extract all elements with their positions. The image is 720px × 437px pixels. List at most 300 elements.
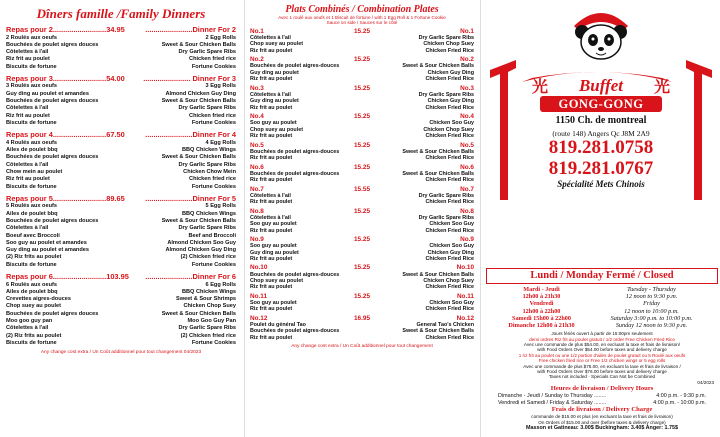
pack-item bbox=[6, 282, 236, 289]
combo-item-en: Chicken Fried Rice bbox=[425, 47, 474, 54]
combo-item-fr: Bouchées de poulet aigres-douces bbox=[250, 148, 340, 155]
pack-item-fr: Côtelettes à l'ail bbox=[6, 225, 49, 232]
pack-item bbox=[6, 140, 236, 147]
hours-en-line: Sunday 12 noon to 9:30 p.m. bbox=[615, 322, 688, 330]
combo-plate bbox=[250, 293, 474, 313]
pack-item bbox=[6, 35, 236, 42]
combo-item-fr: Chop suey au poulet bbox=[250, 41, 304, 48]
pack-title: Repas pour 3..........................54.00 bbox=[6, 73, 125, 83]
pack-item bbox=[6, 56, 236, 63]
combo-item-fr: Guy ding au poulet bbox=[250, 69, 299, 76]
hours-fr-line: 12h00 à 21h30 bbox=[522, 293, 561, 301]
pack-item-fr: 4 Roulés aux oeufs bbox=[6, 139, 57, 146]
combo-header bbox=[250, 264, 474, 271]
combination-list bbox=[250, 28, 474, 341]
pack-item-fr: Bouchées de poulet aigres douces bbox=[6, 154, 99, 161]
pack-item-en: Sweet & Sour Chicken Balls bbox=[161, 217, 236, 224]
family-dinners-column bbox=[0, 0, 242, 437]
divider bbox=[244, 0, 245, 437]
combo-item-fr: Soo guy au poulet bbox=[250, 221, 297, 228]
combo-number-right: No.12 bbox=[456, 314, 474, 322]
combo-item-en: Chicken Fried Rice bbox=[425, 306, 474, 313]
hours-french bbox=[492, 286, 591, 329]
combo-item-en: Dry Garlic Spare Ribs bbox=[418, 192, 474, 199]
combo-item-en: Dry Garlic Spare Ribs bbox=[418, 214, 474, 221]
combo-item-en: Chicken Fried Rice bbox=[425, 334, 474, 341]
pack-item-en: Dry Garlic Spare Ribs bbox=[178, 225, 236, 232]
pack-item-fr: Ailes de poulet bbq bbox=[6, 147, 58, 154]
combo-item-fr: Riz frit au poulet bbox=[250, 47, 293, 54]
pack-item-en: Fortune Cookies bbox=[191, 183, 236, 190]
combo-item bbox=[250, 199, 474, 205]
combo-plate bbox=[250, 315, 474, 341]
pack-item-fr: Bouchées de poulet aigres douces bbox=[6, 98, 99, 105]
pack-item bbox=[6, 64, 236, 71]
promo-line: with Food Orders Over $54.00 before taxes and delivery charge bbox=[537, 347, 667, 353]
pack-item-en: 5 Egg Rolls bbox=[205, 203, 236, 210]
combo-header bbox=[250, 28, 474, 35]
combo-header bbox=[250, 236, 474, 243]
pack-item bbox=[6, 254, 236, 261]
combination-subtitle-sauce: Sauce on side / Sauces sur le côté bbox=[326, 20, 398, 26]
combo-plate bbox=[250, 142, 474, 162]
pack-item bbox=[6, 83, 236, 90]
combo-item-en: Sweet & Sour Chicken Balls bbox=[402, 148, 474, 155]
combo-item-fr: Soo guy au poulet bbox=[250, 300, 297, 307]
pack-item-en: Almond Chicken Guy Ding bbox=[165, 247, 236, 254]
pack-item-en: 2 Egg Rolls bbox=[205, 34, 236, 41]
combo-number: No.4 bbox=[250, 113, 264, 121]
combo-item-en: Chicken Fried Rice bbox=[425, 76, 474, 83]
pack-header bbox=[6, 26, 236, 35]
pack-item-fr: Soo guy au poulet et amandes bbox=[6, 239, 87, 246]
specialite: Spécialité Mets Chinois bbox=[557, 179, 645, 189]
pack-item-en: Fortune Cookies bbox=[191, 63, 236, 70]
promo-line: with Food Orders Over $76.00 before taxes and delivery charge bbox=[537, 369, 667, 375]
combo-item-fr: Côtelettes à l'ail bbox=[250, 91, 291, 98]
delivery-days: Dimanche - Jeudi / Sunday to Thursday ........ bbox=[498, 393, 607, 400]
combo-price: 15.25 bbox=[354, 292, 370, 300]
combo-header bbox=[250, 113, 474, 120]
combo-plate bbox=[250, 264, 474, 290]
combo-item-en: Chicken Fried Rice bbox=[425, 104, 474, 111]
combo-item-fr: Riz frit au poulet bbox=[250, 155, 293, 162]
combo-item-fr: Chop suey au poulet bbox=[250, 126, 304, 133]
combo-number: No.6 bbox=[250, 163, 264, 171]
combo-item-fr: Chop suey au poulet bbox=[250, 278, 304, 284]
combo-price: 15.25 bbox=[354, 27, 370, 35]
combo-plate bbox=[250, 28, 474, 54]
combo-item-en: Chicken Fried Rice bbox=[425, 155, 474, 162]
pack-header bbox=[6, 195, 236, 204]
pack-item-fr: Biscuits de fortune bbox=[6, 119, 57, 126]
pack-item-en: Almond Chicken Guy Ding bbox=[165, 90, 236, 97]
family-footnote: Any change cost extra / Un Coût additionnel pour tout changement 04/2023 bbox=[40, 350, 202, 356]
pack-item-fr: Côtelettes à l'ail bbox=[6, 49, 49, 56]
combo-header bbox=[250, 208, 474, 215]
combo-price: 15.25 bbox=[354, 141, 370, 149]
pack-title: Repas pour 4..........................67.50 bbox=[6, 130, 125, 140]
pack-item bbox=[6, 203, 236, 210]
hours-en-line: 12 noon to 10:00 p.m. bbox=[624, 307, 679, 315]
combo-item-fr: Riz frit au poulet bbox=[250, 177, 293, 184]
pack-item-fr: Crevettes aigres-douces bbox=[6, 296, 71, 303]
combo-item bbox=[250, 48, 474, 54]
pack-item-fr: 6 Roulés aux oeufs bbox=[6, 281, 57, 288]
combo-item bbox=[250, 335, 474, 341]
divider bbox=[480, 0, 481, 437]
combo-item-fr: Soo guy au poulet bbox=[250, 120, 297, 127]
combo-plate bbox=[250, 56, 474, 82]
combo-item-fr: Riz frit au poulet bbox=[250, 306, 293, 313]
pack-item bbox=[6, 120, 236, 127]
combo-item-en: Dry Garlic Spare Ribs bbox=[418, 91, 474, 98]
pack-item-en: Almond Chicken Soo Guy bbox=[167, 239, 236, 246]
pack-item bbox=[6, 113, 236, 120]
combo-item-en: Sweet & Sour Chicken Balls bbox=[402, 271, 474, 278]
pack-header bbox=[6, 273, 236, 282]
pack-item-en: Dry Garlic Spare Ribs bbox=[178, 161, 236, 168]
pack-item-en: Fortune Cookies bbox=[191, 119, 236, 126]
combo-number: No.9 bbox=[250, 235, 264, 243]
pack-item-en: Chicken fried rice bbox=[189, 56, 236, 63]
combo-number-right: No.9 bbox=[460, 235, 474, 243]
combo-number: No.10 bbox=[250, 264, 268, 272]
combo-number-right: No.7 bbox=[460, 185, 474, 193]
combo-item-fr: Côtelettes à l'ail bbox=[250, 214, 291, 221]
combo-item-en: Chicken Guy Ding bbox=[427, 98, 474, 105]
pack-item bbox=[6, 162, 236, 169]
combo-plate bbox=[250, 208, 474, 234]
pack-item-en: 6 Egg Rolls bbox=[205, 281, 236, 288]
delivery-charge-title: Frais de livraison / Delivery Charge bbox=[551, 406, 653, 414]
combo-item-en: Chicken Chop Suey bbox=[423, 41, 474, 48]
combo-item-en: Chicken Soo Guy bbox=[429, 300, 474, 307]
combo-price: 15.25 bbox=[354, 163, 370, 171]
pack-dinner-label: .......................Dinner For 5 bbox=[145, 193, 236, 203]
pack-item-fr: Côtelettes à l'ail bbox=[6, 105, 49, 112]
hours-en-line: 12 noon to 9:30 p.m. bbox=[625, 293, 678, 301]
combo-number-right: No.10 bbox=[456, 264, 474, 272]
hours-fr-line: Samedi 15h00 à 22h00 bbox=[512, 314, 571, 322]
pack-item bbox=[6, 105, 236, 112]
promo-line: Avec une commande de plus $76.00, en excluant la taxe et frais de livraison / bbox=[523, 363, 681, 369]
combo-plate bbox=[250, 113, 474, 139]
pack-item-fr: Ailes de poulet bbq bbox=[6, 210, 58, 217]
pack-item-en: Chicken Chow Mein bbox=[183, 168, 236, 175]
pack-item-fr: Chop suey au poulet bbox=[6, 303, 62, 310]
combo-header bbox=[250, 142, 474, 149]
delivery-time: 4:00 p.m. - 10:00 p.m. bbox=[653, 399, 706, 406]
promo-line: Avec une commande de plus $54.00, en excluant la taxe et frais de livraison/ bbox=[523, 342, 681, 348]
pack-item-fr: Guy ding au poulet et amandes bbox=[6, 90, 89, 97]
combo-item-en: Dry Garlic Spare Ribs bbox=[418, 35, 474, 42]
holiday-note: Jours fériés ouvert à partir de 15:00pm seulement bbox=[551, 331, 653, 337]
combo-item bbox=[250, 177, 474, 183]
combo-item-en: Sweet & Sour Chicken Balls bbox=[402, 328, 474, 335]
combination-footnote: Any change cost extra / Un Coût additionnel pour tout changement bbox=[291, 344, 433, 350]
pack-item-fr: Guy ding au poulet et amandes bbox=[6, 247, 89, 254]
guang-left-glyph: 光 bbox=[532, 79, 549, 96]
promo-line: demi ordres Riz frit au poulet gratuit / 1/2 order Free Chicken Fried Rice bbox=[529, 336, 675, 342]
pack-item-fr: Biscuits de fortune bbox=[6, 261, 57, 268]
combo-plate bbox=[250, 236, 474, 262]
combo-plate bbox=[250, 164, 474, 184]
restaurant-name: GONG-GONG bbox=[540, 96, 662, 112]
combo-item-fr: Bouchées de poulet aigres-douces bbox=[250, 63, 340, 70]
combo-item-fr: Poulet du général Tao bbox=[250, 322, 306, 329]
delivery-days: Vendredi et Samedi / Friday & Saturday ........ bbox=[498, 399, 607, 406]
hours-en-line: Tuesday - Thursday bbox=[627, 286, 676, 293]
combo-item-fr: Bouchées de poulet aigres-douces bbox=[250, 271, 340, 278]
pack-header bbox=[6, 131, 236, 140]
pack-header bbox=[6, 75, 236, 84]
combo-number-right: No.3 bbox=[460, 84, 474, 92]
pack-dinner-label: .......................Dinner For 6 bbox=[145, 272, 236, 282]
pack-item-en: (2) Chicken fried rice bbox=[180, 254, 236, 261]
combo-number-right: No.1 bbox=[460, 27, 474, 35]
combo-number-right: No.5 bbox=[460, 141, 474, 149]
combo-number: No.12 bbox=[250, 314, 268, 322]
combo-price: 16.95 bbox=[354, 314, 370, 322]
hours-fr-line: Vendredi bbox=[529, 300, 554, 308]
pack-item-fr: Biscuits de fortune bbox=[6, 183, 57, 190]
combo-number-right: No.2 bbox=[460, 56, 474, 64]
pack-item-fr: (2) Riz frits au poulet bbox=[6, 332, 62, 339]
family-packs bbox=[6, 26, 236, 347]
pack-item-fr: 3 Roulés aux oeufs bbox=[6, 83, 57, 90]
pack-item bbox=[6, 311, 236, 318]
pack-item bbox=[6, 303, 236, 310]
combo-item bbox=[250, 155, 474, 161]
pack-item-fr: Moo goo guy pan bbox=[6, 318, 53, 324]
pack-dinner-label: .......................Dinner For 2 bbox=[145, 25, 236, 34]
pack-item-fr: Boeuf avec Broccoli bbox=[6, 232, 60, 239]
pack-item-fr: Côtelettes à l'ail bbox=[6, 325, 49, 332]
fee-line: Masson et Gatineau: 3.00$ Buckingham: 3.40$ Anger: 1.75$ bbox=[526, 424, 678, 431]
pack-item bbox=[6, 296, 236, 303]
delivery-hours bbox=[486, 393, 718, 406]
pack-item-fr: 5 Roulés aux oeufs bbox=[6, 203, 57, 210]
pack-item-en: Dry Garlic Spare Ribs bbox=[178, 49, 236, 56]
pack-item-en: Sweet & Sour Chicken Balls bbox=[161, 41, 236, 48]
pack-item bbox=[6, 42, 236, 49]
combo-item bbox=[250, 105, 474, 111]
hours-date: 04/2023 bbox=[697, 379, 714, 385]
pack-item-en: Chicken Chop Suey bbox=[183, 303, 236, 310]
combo-item-fr: Riz frit au poulet bbox=[250, 104, 293, 111]
combo-item-fr: Riz frit au poulet bbox=[250, 133, 293, 140]
pack-item bbox=[6, 333, 236, 340]
pack-item bbox=[6, 98, 236, 105]
pack-item-fr: Biscuits de fortune bbox=[6, 339, 57, 346]
combo-item-fr: Riz frit au poulet bbox=[250, 284, 293, 291]
combo-header bbox=[250, 293, 474, 300]
pack-item bbox=[6, 218, 236, 225]
combo-item-en: Sweet & Sour Chicken Balls bbox=[402, 170, 474, 177]
pack-item bbox=[6, 176, 236, 183]
pack-item-fr: Biscuits de fortune bbox=[6, 63, 57, 70]
pack-item bbox=[6, 184, 236, 191]
pack-item-fr: Bouchées de poulet sigres douces bbox=[6, 41, 99, 48]
hours-fr-line: Dimanche 12h00 à 21h30 bbox=[508, 322, 575, 330]
combo-item-fr: Riz frit au poulet bbox=[250, 199, 293, 206]
combination-title: Plats Combinés / Combination Plates bbox=[285, 4, 439, 15]
pack-item-fr: (2) Riz frits au poulet bbox=[6, 254, 62, 261]
panda-logo-icon bbox=[566, 4, 636, 64]
combination-plates-column bbox=[246, 0, 478, 437]
pack-item-en: Moo Goo Guy Pan bbox=[187, 318, 236, 324]
pack-title: Repas pour 2..........................34.95 bbox=[6, 25, 125, 34]
hours-box bbox=[486, 268, 718, 431]
pack-item bbox=[6, 169, 236, 176]
address: 1150 Ch. de montreal bbox=[555, 115, 647, 126]
combo-price: 15.25 bbox=[354, 235, 370, 243]
pack-item bbox=[6, 147, 236, 154]
pack-dinner-label: .......................Dinner For 4 bbox=[145, 130, 236, 140]
pack-item bbox=[6, 233, 236, 240]
pack-item bbox=[6, 154, 236, 161]
combo-item bbox=[250, 228, 474, 234]
closed-monday-header: Lundi / Monday Fermé / Closed bbox=[486, 268, 718, 284]
pack-item-en: Dry Garlic Spare Ribs bbox=[178, 325, 236, 332]
pack-item bbox=[6, 91, 236, 98]
combo-item-en: General Tao's Chicken bbox=[416, 322, 474, 329]
pack-title: Repas pour 6..........................103.95 bbox=[6, 272, 129, 282]
pack-item bbox=[6, 240, 236, 247]
fee-line: On Orders of $15.00 and over (before taxes & delivery charge) bbox=[538, 419, 666, 425]
combo-item-fr: Côtelettes à l'ail bbox=[250, 192, 291, 199]
pack-item-fr: Côtelettes à l'ail bbox=[6, 161, 49, 168]
combo-item-fr: Riz frit au poulet bbox=[250, 255, 293, 262]
pack-item bbox=[6, 49, 236, 56]
combo-header bbox=[250, 164, 474, 171]
combo-item-en: Chicken Soo Guy bbox=[429, 221, 474, 228]
opening-hours bbox=[486, 284, 718, 331]
combo-item-fr: Côtelettes à l'ail bbox=[250, 35, 291, 42]
buffet-word: Buffet bbox=[578, 76, 624, 95]
delivery-hours-title: Heures de livraison / Delivery Hours bbox=[550, 385, 654, 393]
combo-number: No.3 bbox=[250, 84, 264, 92]
pack-item-en: (2) Chicken fried rice bbox=[180, 332, 236, 339]
pack-item-fr: Riz frit au poulet bbox=[6, 112, 50, 119]
pack-item-fr: Riz frit au poulet bbox=[6, 56, 50, 63]
pack-item-en: 4 Egg Rolls bbox=[205, 139, 236, 146]
phone-2[interactable]: 819.281.0767 bbox=[548, 158, 654, 179]
combo-number-right: No.6 bbox=[460, 163, 474, 171]
combo-number: No.11 bbox=[250, 292, 268, 300]
combo-item-en: Chicken Fried Rice bbox=[425, 227, 474, 234]
combo-number: No.1 bbox=[250, 27, 264, 35]
combo-number-right: No.8 bbox=[460, 207, 474, 215]
delivery-time: 4:00 p.m. - 9:30 p.m. bbox=[656, 393, 706, 400]
address-route: (route 148) Angers Qc J8M 2A9 bbox=[552, 129, 650, 138]
combo-item bbox=[250, 133, 474, 139]
promo-line: Free chicken fried rice or Free 1/2 chicken wings or 5 egg rolls bbox=[538, 358, 666, 364]
pack-item-en: 3 Egg Rolls bbox=[205, 83, 236, 90]
combination-subtitle: Avec 1 roulé aux oeufs et 1 Biscuit de fortune / with 1 Egg Roll & 1 Fortune Cookie bbox=[278, 15, 446, 20]
combo-header bbox=[250, 315, 474, 322]
pack-item bbox=[6, 289, 236, 296]
brand-column bbox=[482, 0, 720, 437]
combo-price: 15.25 bbox=[354, 56, 370, 64]
combo-item-en: Chicken Guy Ding bbox=[427, 249, 474, 256]
combo-item-en: Sweet & Sour Chicken Balls bbox=[402, 63, 474, 70]
pack-item-fr: Bouchées de poulet aigres douces bbox=[6, 217, 99, 224]
pack-item-fr: 2 Roulés aux oeufs bbox=[6, 34, 57, 41]
pack-item bbox=[6, 225, 236, 232]
hours-en-line: Friday bbox=[643, 300, 660, 308]
combo-price: 15.55 bbox=[354, 185, 370, 193]
combo-item bbox=[250, 76, 474, 82]
delivery-fees bbox=[486, 414, 718, 431]
pack-item-en: Fortune Cookies bbox=[191, 339, 236, 346]
combo-price: 15.25 bbox=[354, 264, 370, 272]
promo-line: 1 riz frit au poulet ou une 1/2 portion d'ailes de poulet gratuit ou 5 Roulé aux oeufs bbox=[518, 352, 686, 358]
pack-item bbox=[6, 340, 236, 347]
combo-item-fr: Riz frit au poulet bbox=[250, 76, 293, 83]
phone-1[interactable]: 819.281.0758 bbox=[548, 137, 654, 158]
pack-item bbox=[6, 262, 236, 269]
combo-item-fr: Soo guy au poulet bbox=[250, 243, 297, 250]
pack-title: Repas pour 5..........................89.65 bbox=[6, 193, 125, 203]
pack-item-en: Beef and Broccoli bbox=[188, 232, 236, 239]
pack-item-en: Sweet & Sour Chicken Balls bbox=[161, 98, 236, 105]
combo-item-en: Chicken Chop Suey bbox=[423, 278, 474, 284]
logo-area bbox=[482, 0, 720, 189]
combo-price: 15.25 bbox=[354, 207, 370, 215]
combo-item-en: Chicken Guy Ding bbox=[427, 69, 474, 76]
pack-item bbox=[6, 318, 236, 325]
promo-line: Taxes not included · Specials Can Not be Combined bbox=[548, 374, 656, 380]
hours-english bbox=[591, 286, 712, 329]
hours-fr-line: 12h00 à 22h00 bbox=[522, 307, 561, 315]
combo-item-en: Chicken Fried Rice bbox=[425, 177, 474, 184]
pack-item-en: Dry Garlic Spare Ribs bbox=[178, 105, 236, 112]
combo-number: No.2 bbox=[250, 56, 264, 64]
pack-item-en: Sweet & Sour Chicken Balls bbox=[161, 310, 236, 317]
combo-item-fr: Riz frit au poulet bbox=[250, 334, 293, 341]
combo-item-en: Chicken Fried Rice bbox=[425, 284, 474, 291]
pack-item-en: Chicken fried rice bbox=[189, 112, 236, 119]
family-dinners-title: Dîners famille /Family Dinners bbox=[36, 6, 206, 21]
pack-item-en: Fortune Cookies bbox=[191, 261, 236, 268]
pack-item-en: BBQ Chicken Wings bbox=[181, 288, 236, 295]
pack-item-fr: Riz frit au poulet bbox=[6, 176, 50, 183]
pack-item-fr: Chow mein au poulet bbox=[6, 168, 63, 175]
combo-item-fr: Riz frit au poulet bbox=[250, 227, 293, 234]
combo-header bbox=[250, 186, 474, 193]
combo-number-right: No.4 bbox=[460, 113, 474, 121]
combo-header bbox=[250, 85, 474, 92]
combo-number: No.8 bbox=[250, 207, 264, 215]
pack-item-en: Sweet & Sour Shrimps bbox=[176, 296, 236, 303]
combo-header bbox=[250, 56, 474, 63]
combo-price: 15.25 bbox=[354, 113, 370, 121]
combo-item-en: Chicken Soo Guy bbox=[429, 120, 474, 127]
combo-item-en: Chicken Fried Rice bbox=[425, 133, 474, 140]
combo-item-en: Chicken Chop Suey bbox=[423, 126, 474, 133]
combo-item-fr: Guy ding au poulet bbox=[250, 249, 299, 256]
pack-item-en: Chicken fried rice bbox=[189, 176, 236, 183]
hours-en-line: Saturday 3:00 p.m. to 10:00 p.m. bbox=[610, 314, 693, 322]
combo-number-right: No.11 bbox=[456, 292, 474, 300]
combo-item-fr: Bouchées de poulet aigres-douces bbox=[250, 328, 340, 335]
pack-item-fr: Ailes de poulet bbq bbox=[6, 288, 58, 295]
combo-item-en: Chicken Fried Rice bbox=[425, 199, 474, 206]
promotions bbox=[486, 337, 718, 380]
combo-item-en: Chicken Soo Guy bbox=[429, 243, 474, 250]
